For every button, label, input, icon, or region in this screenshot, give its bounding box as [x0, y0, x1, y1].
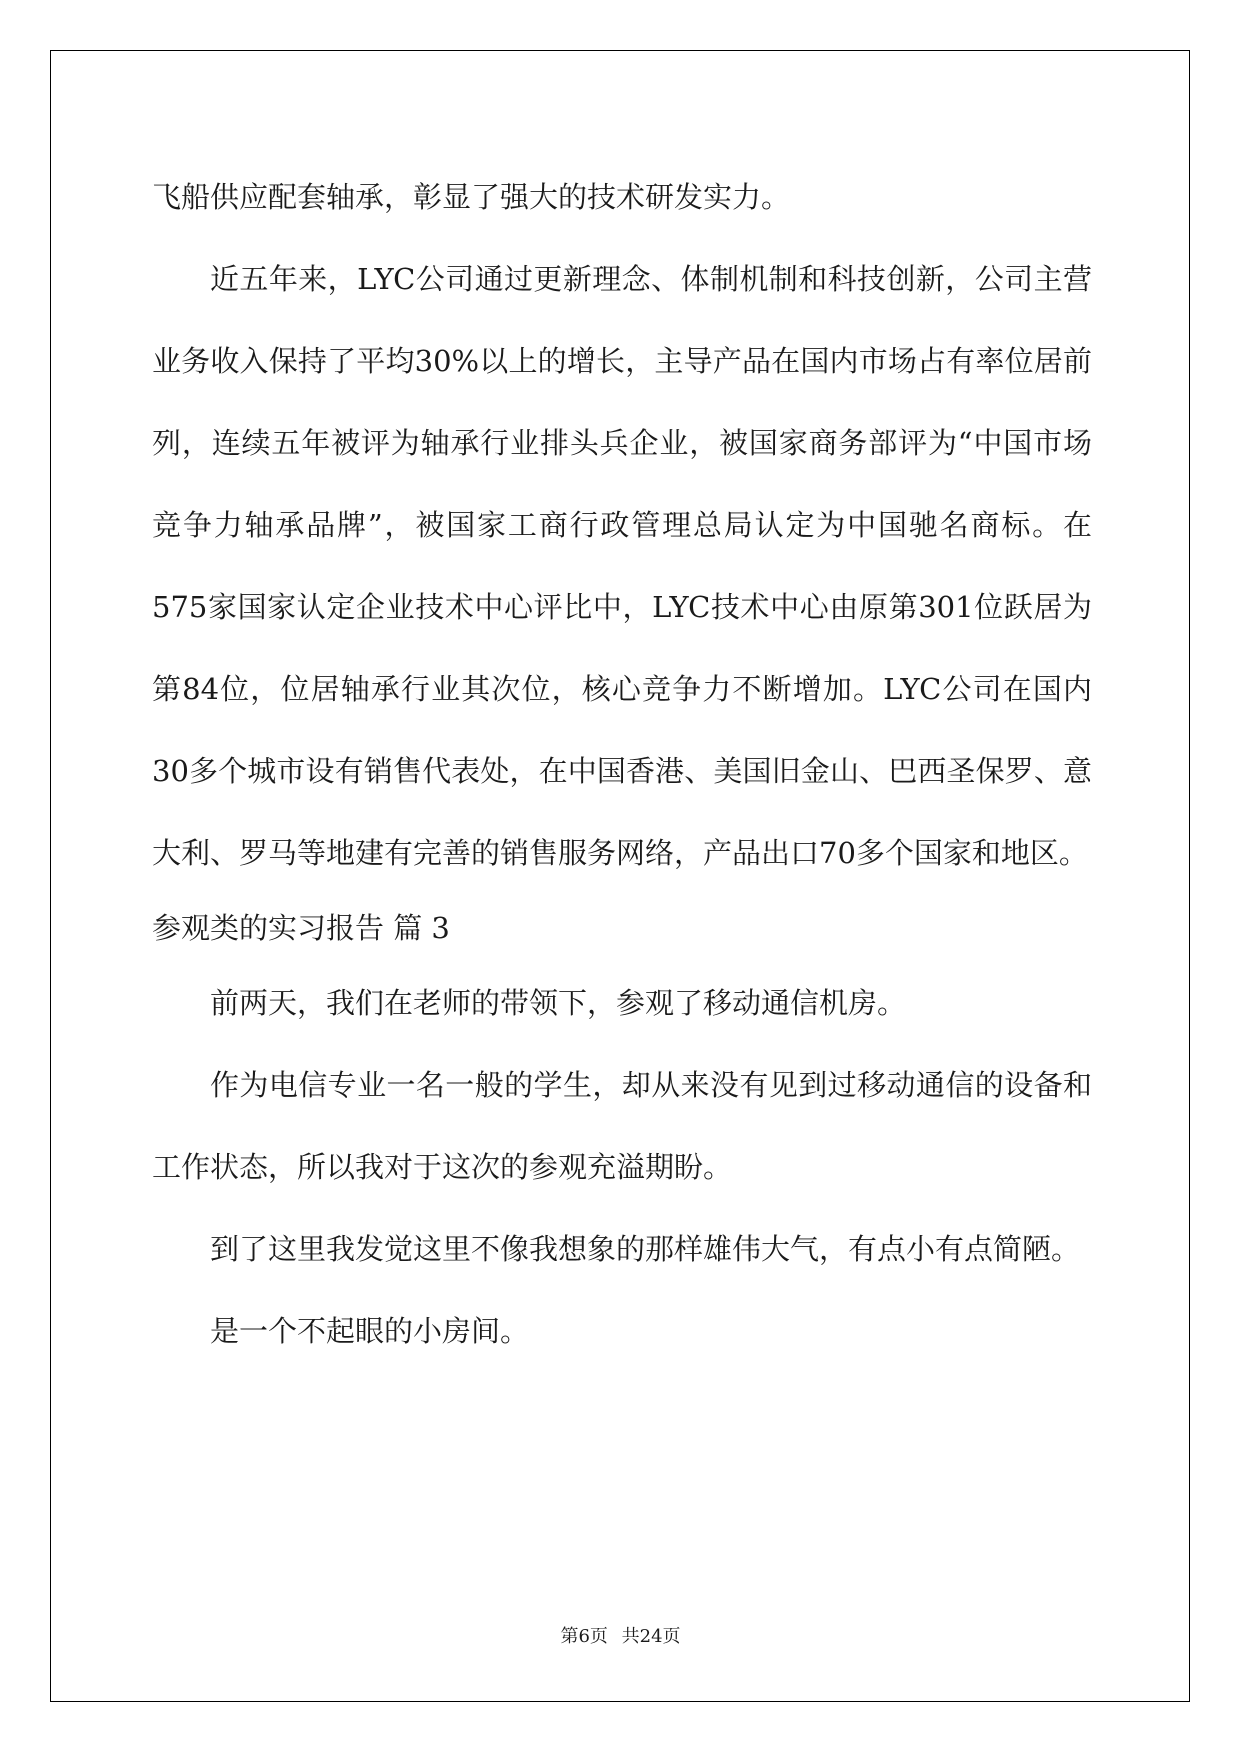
paragraph-1: 飞船供应配套轴承，彰显了强大的技术研发实力。	[152, 180, 791, 214]
document-body	[152, 156, 1092, 1372]
page-number: 第6页	[560, 1626, 608, 1647]
section-paragraph-3: 到了这里我发觉这里不像我想象的那样雄伟大气，有点小有点简陋。	[210, 1232, 1081, 1266]
section-paragraph-2: 作为电信专业一名一般的学生，却从来没有见到过移动通信的设备和工作状态，所以我对于这次的参观充溢期盼。	[152, 1068, 1092, 1184]
total-pages: 共24页	[621, 1626, 681, 1647]
paragraph-2: 近五年来，LYC公司通过更新理念、体制机制和科技创新，公司主营业务收入保持了平均30%以上的增长，主导产品在国内市场占有率位居前列，连续五年被评为轴承行业排头兵企业，被国家商务部评为“中国市场竞争力轴承品牌”，被国家工商行政管理总局认定为中国驰名商标。在575家国家认定企业技术中心评比中，LYC技术中心由原第301位跃居为第84位，位居轴承行业其次位，核心竞争力不断增加。LYC公司在国内30多个城市设有销售代表处，在中国香港、美国旧金山、巴西圣保罗、意大利、罗马等地建有完善的销售服务网络，产品出口70多个国家和地区。	[152, 262, 1092, 870]
section-paragraph-1: 前两天，我们在老师的带领下，参观了移动通信机房。	[210, 986, 907, 1020]
section-heading: 参观类的实习报告 篇 3	[152, 911, 450, 945]
section-paragraph-4: 是一个不起眼的小房间。	[210, 1314, 530, 1348]
page-footer	[0, 1622, 1241, 1648]
